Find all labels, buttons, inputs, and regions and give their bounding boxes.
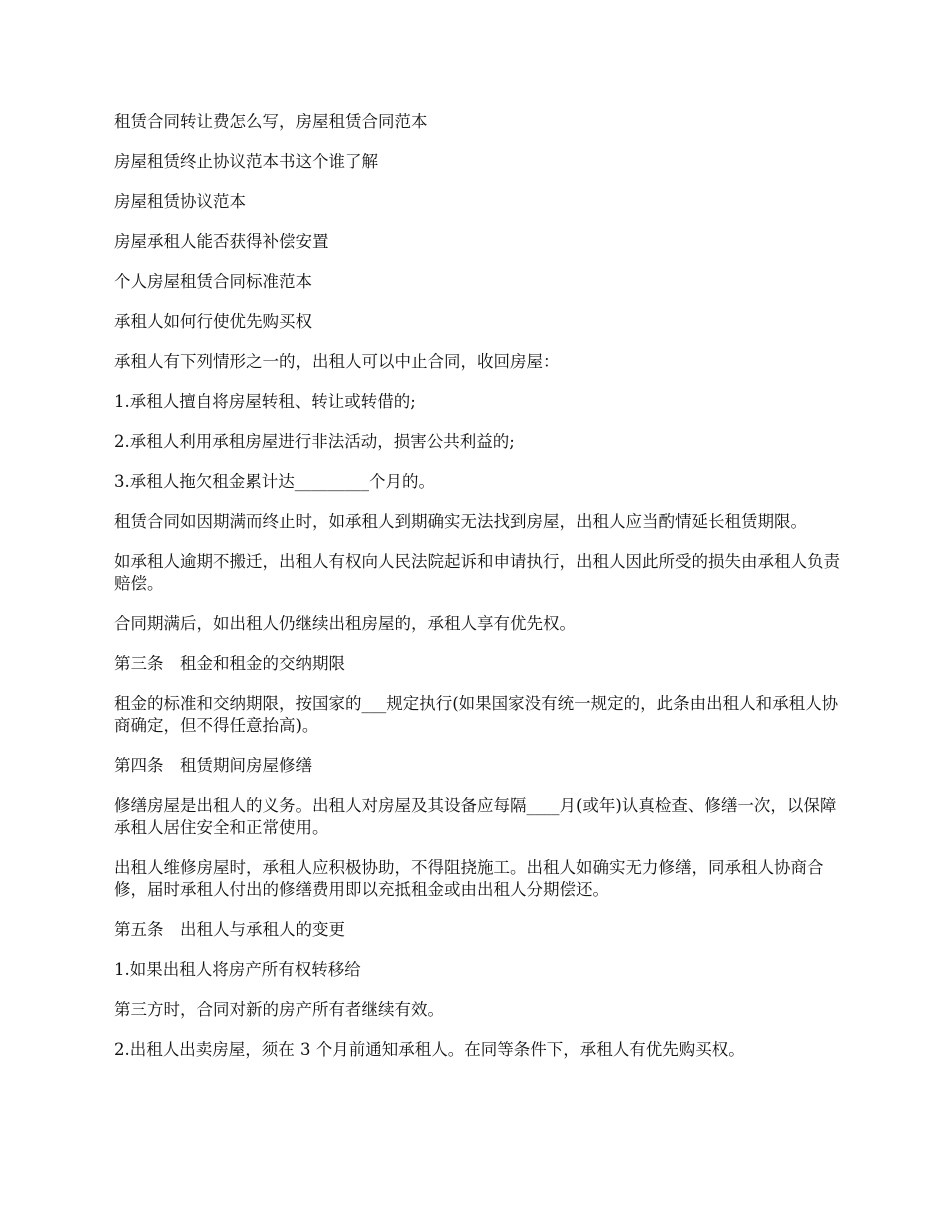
section-heading-5: 第五条 出租人与承租人的变更 — [114, 920, 345, 939]
document-body — [114, 111, 844, 1079]
paragraph-title-6: 承租人如何行使优先购买权 — [114, 312, 312, 331]
paragraph-title-4: 房屋承租人能否获得补偿安置 — [114, 232, 329, 251]
section-heading-4: 第四条 租赁期间房屋修缮 — [114, 756, 312, 775]
section-heading-3: 第三条 租金和租金的交纳期限 — [114, 654, 345, 673]
paragraph-title-5: 个人房屋租赁合同标准范本 — [114, 272, 312, 291]
paragraph-title-2: 房屋租赁终止协议范本书这个谁了解 — [114, 152, 378, 171]
paragraph-transfer-2: 2.出租人出卖房屋，须在 3 个月前通知承租人。在同等条件下，承租人有优先购买权。 — [114, 1040, 745, 1059]
paragraph-title-3: 房屋租赁协议范本 — [114, 192, 246, 211]
paragraph-rent-standard: 租金的标准和交纳期限，按国家的___规定执行(如果国家没有统一规定的，此条由出租人和承租人协商确定，但不得任意抬高)。 — [114, 694, 839, 735]
paragraph-item-1: 1.承租人擅自将房屋转租、转让或转借的; — [114, 392, 416, 411]
paragraph-transfer-1: 1.如果出租人将房产所有权转移给 — [114, 960, 361, 979]
paragraph-repair-duty: 修缮房屋是出租人的义务。出租人对房屋及其设备应每隔____月(或年)认真检查、修缮一次，以保障承租人居住安全和正常使用。 — [114, 796, 837, 837]
paragraph-transfer-continued: 第三方时，合同对新的房产所有者继续有效。 — [114, 1000, 444, 1019]
paragraph-title-1: 租赁合同转让费怎么写，房屋租赁合同范本 — [114, 112, 428, 131]
paragraph-item-3: 3.承租人拖欠租金累计达_________个月的。 — [114, 472, 435, 491]
paragraph-repair-cooperation: 出租人维修房屋时，承租人应积极协助，不得阻挠施工。出租人如确实无力修缮，同承租人协商合修，届时承租人付出的修缮费用即以充抵租金或由出租人分期偿还。 — [114, 858, 824, 899]
paragraph-extension: 租赁合同如因期满而终止时，如承租人到期确实无法找到房屋，出租人应当酌情延长租赁期限。 — [114, 512, 807, 531]
paragraph-overdue: 如承租人逾期不搬迁，出租人有权向人民法院起诉和申请执行，出租人因此所受的损失由承租人负责赔偿。 — [114, 552, 840, 593]
paragraph-termination-intro: 承租人有下列情形之一的，出租人可以中止合同，收回房屋： — [114, 352, 560, 371]
paragraph-item-2: 2.承租人利用承租房屋进行非法活动，损害公共利益的; — [114, 432, 515, 451]
paragraph-priority: 合同期满后，如出租人仍继续出租房屋的，承租人享有优先权。 — [114, 614, 576, 633]
